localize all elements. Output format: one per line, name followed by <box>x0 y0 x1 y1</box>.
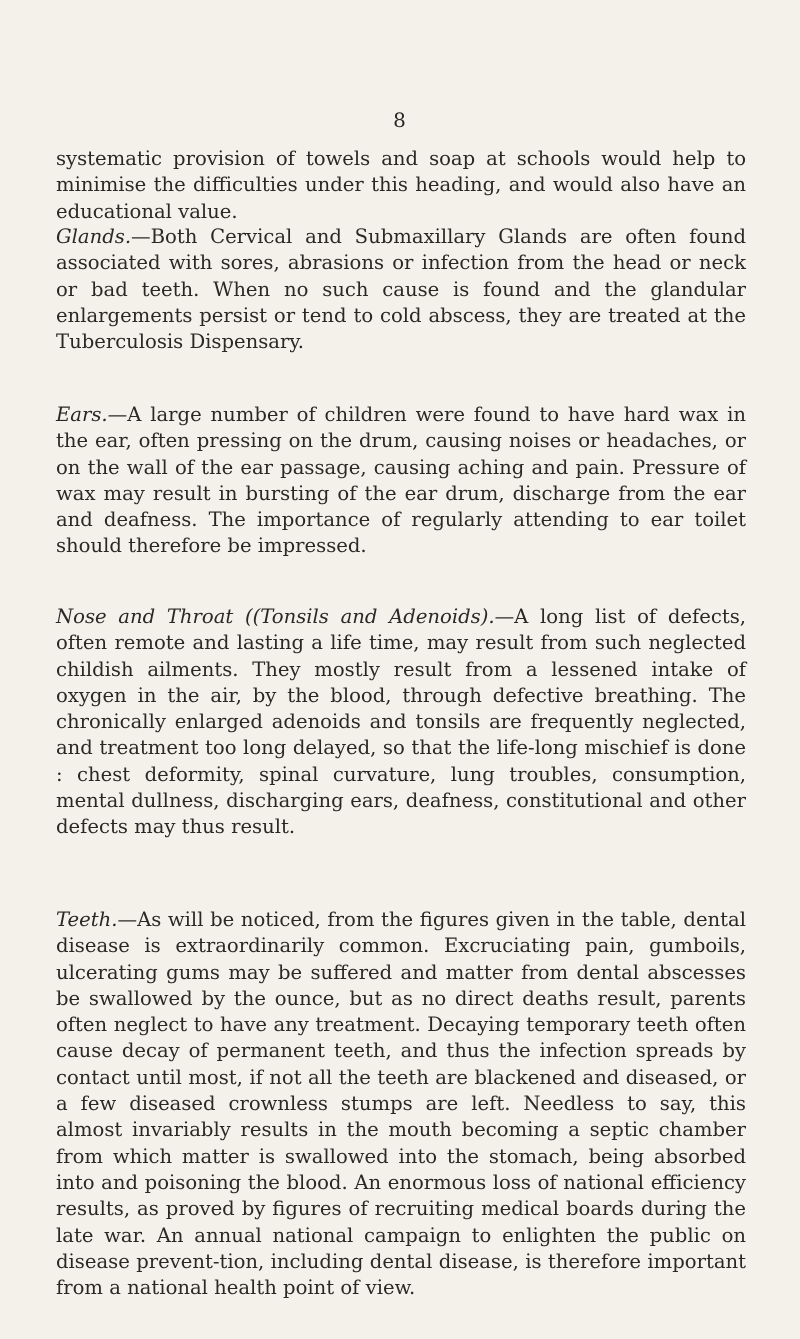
paragraph-text <box>56 224 746 355</box>
section-heading-glands: Glands. <box>56 225 132 248</box>
section-heading-nose-throat: Nose and Throat <box>56 605 234 628</box>
paragraph-towels-soap <box>56 146 746 225</box>
paragraph-text <box>56 402 746 560</box>
section-heading-teeth: Teeth. <box>56 908 118 931</box>
paragraph-glands <box>56 224 746 355</box>
paragraph-ears <box>56 402 746 560</box>
paragraph-text <box>56 604 746 841</box>
paragraph-body: —As will be noticed, from the figures given in the table, dental disease is extraordinarily common. Excruciating pain, gumboils, ulcerating gums may be suffered and matter from dental abscesses be swallowed by the ounce, but as no direct deaths result, parents often neglect to have any treatment. Decaying temporary teeth often cause decay of permanent teeth, and thus the infection spreads by contact until most, if not all the teeth are blackened and diseased, or a few diseased crownless stumps are left. Needless to say, this almost invariably results in the mouth becoming a septic chamber from which matter is swallowed into the stomach, being absorbed into and poisoning the blood. An enormous loss of national efficiency results, as proved by figures of recruiting medical boards during the late war. An annual national campaign to enlighten the public on disease prevent-tion, including dental disease, is therefore important from a national health point of view. <box>56 908 746 1300</box>
paragraph-body: systematic provision of towels and soap at schools would help to minimise the difficulties under this heading, and would also have an educational value. <box>56 147 746 223</box>
paragraph-text <box>56 146 746 225</box>
section-heading-ears: Ears. <box>56 403 108 426</box>
paragraph-nose-throat <box>56 604 746 841</box>
page-number: 8 <box>393 108 407 132</box>
paragraph-body: —A long list of defects, often remote and lasting a life time, may result from such neglected childish ailments. They mostly result from a lessened intake of oxygen in the air, by the blood, through defective breathing. The chronically enlarged adenoids and tonsils are frequently neglected, and treatment too long delayed, so that the life-long mischief is done : chest deformity, spinal curvature, lung troubles, consumption, mental dullness, discharging ears, deafness, constitutional and other defects may thus result. <box>56 605 746 839</box>
section-heading-tonsils-adenoids: ((Tonsils and Adenoids). <box>233 605 495 628</box>
paragraph-body: —A large number of children were found to have hard wax in the ear, often pressing on the drum, causing noises or headaches, or on the wall of the ear passage, causing aching and pain. Pressure of wax may result in bursting of the ear drum, discharge from the ear and deafness. The importance of regularly attending to ear toilet should therefore be impressed. <box>56 403 746 558</box>
paragraph-teeth <box>56 907 746 1301</box>
paragraph-body: —Both Cervical and Submaxillary Glands are often found associated with sores, abrasions or infection from the head or neck or bad teeth. When no such cause is found and the glandular enlargements persist or tend to cold abscess, they are treated at the Tuberculosis Dispensary. <box>56 225 746 354</box>
paragraph-text <box>56 907 746 1301</box>
